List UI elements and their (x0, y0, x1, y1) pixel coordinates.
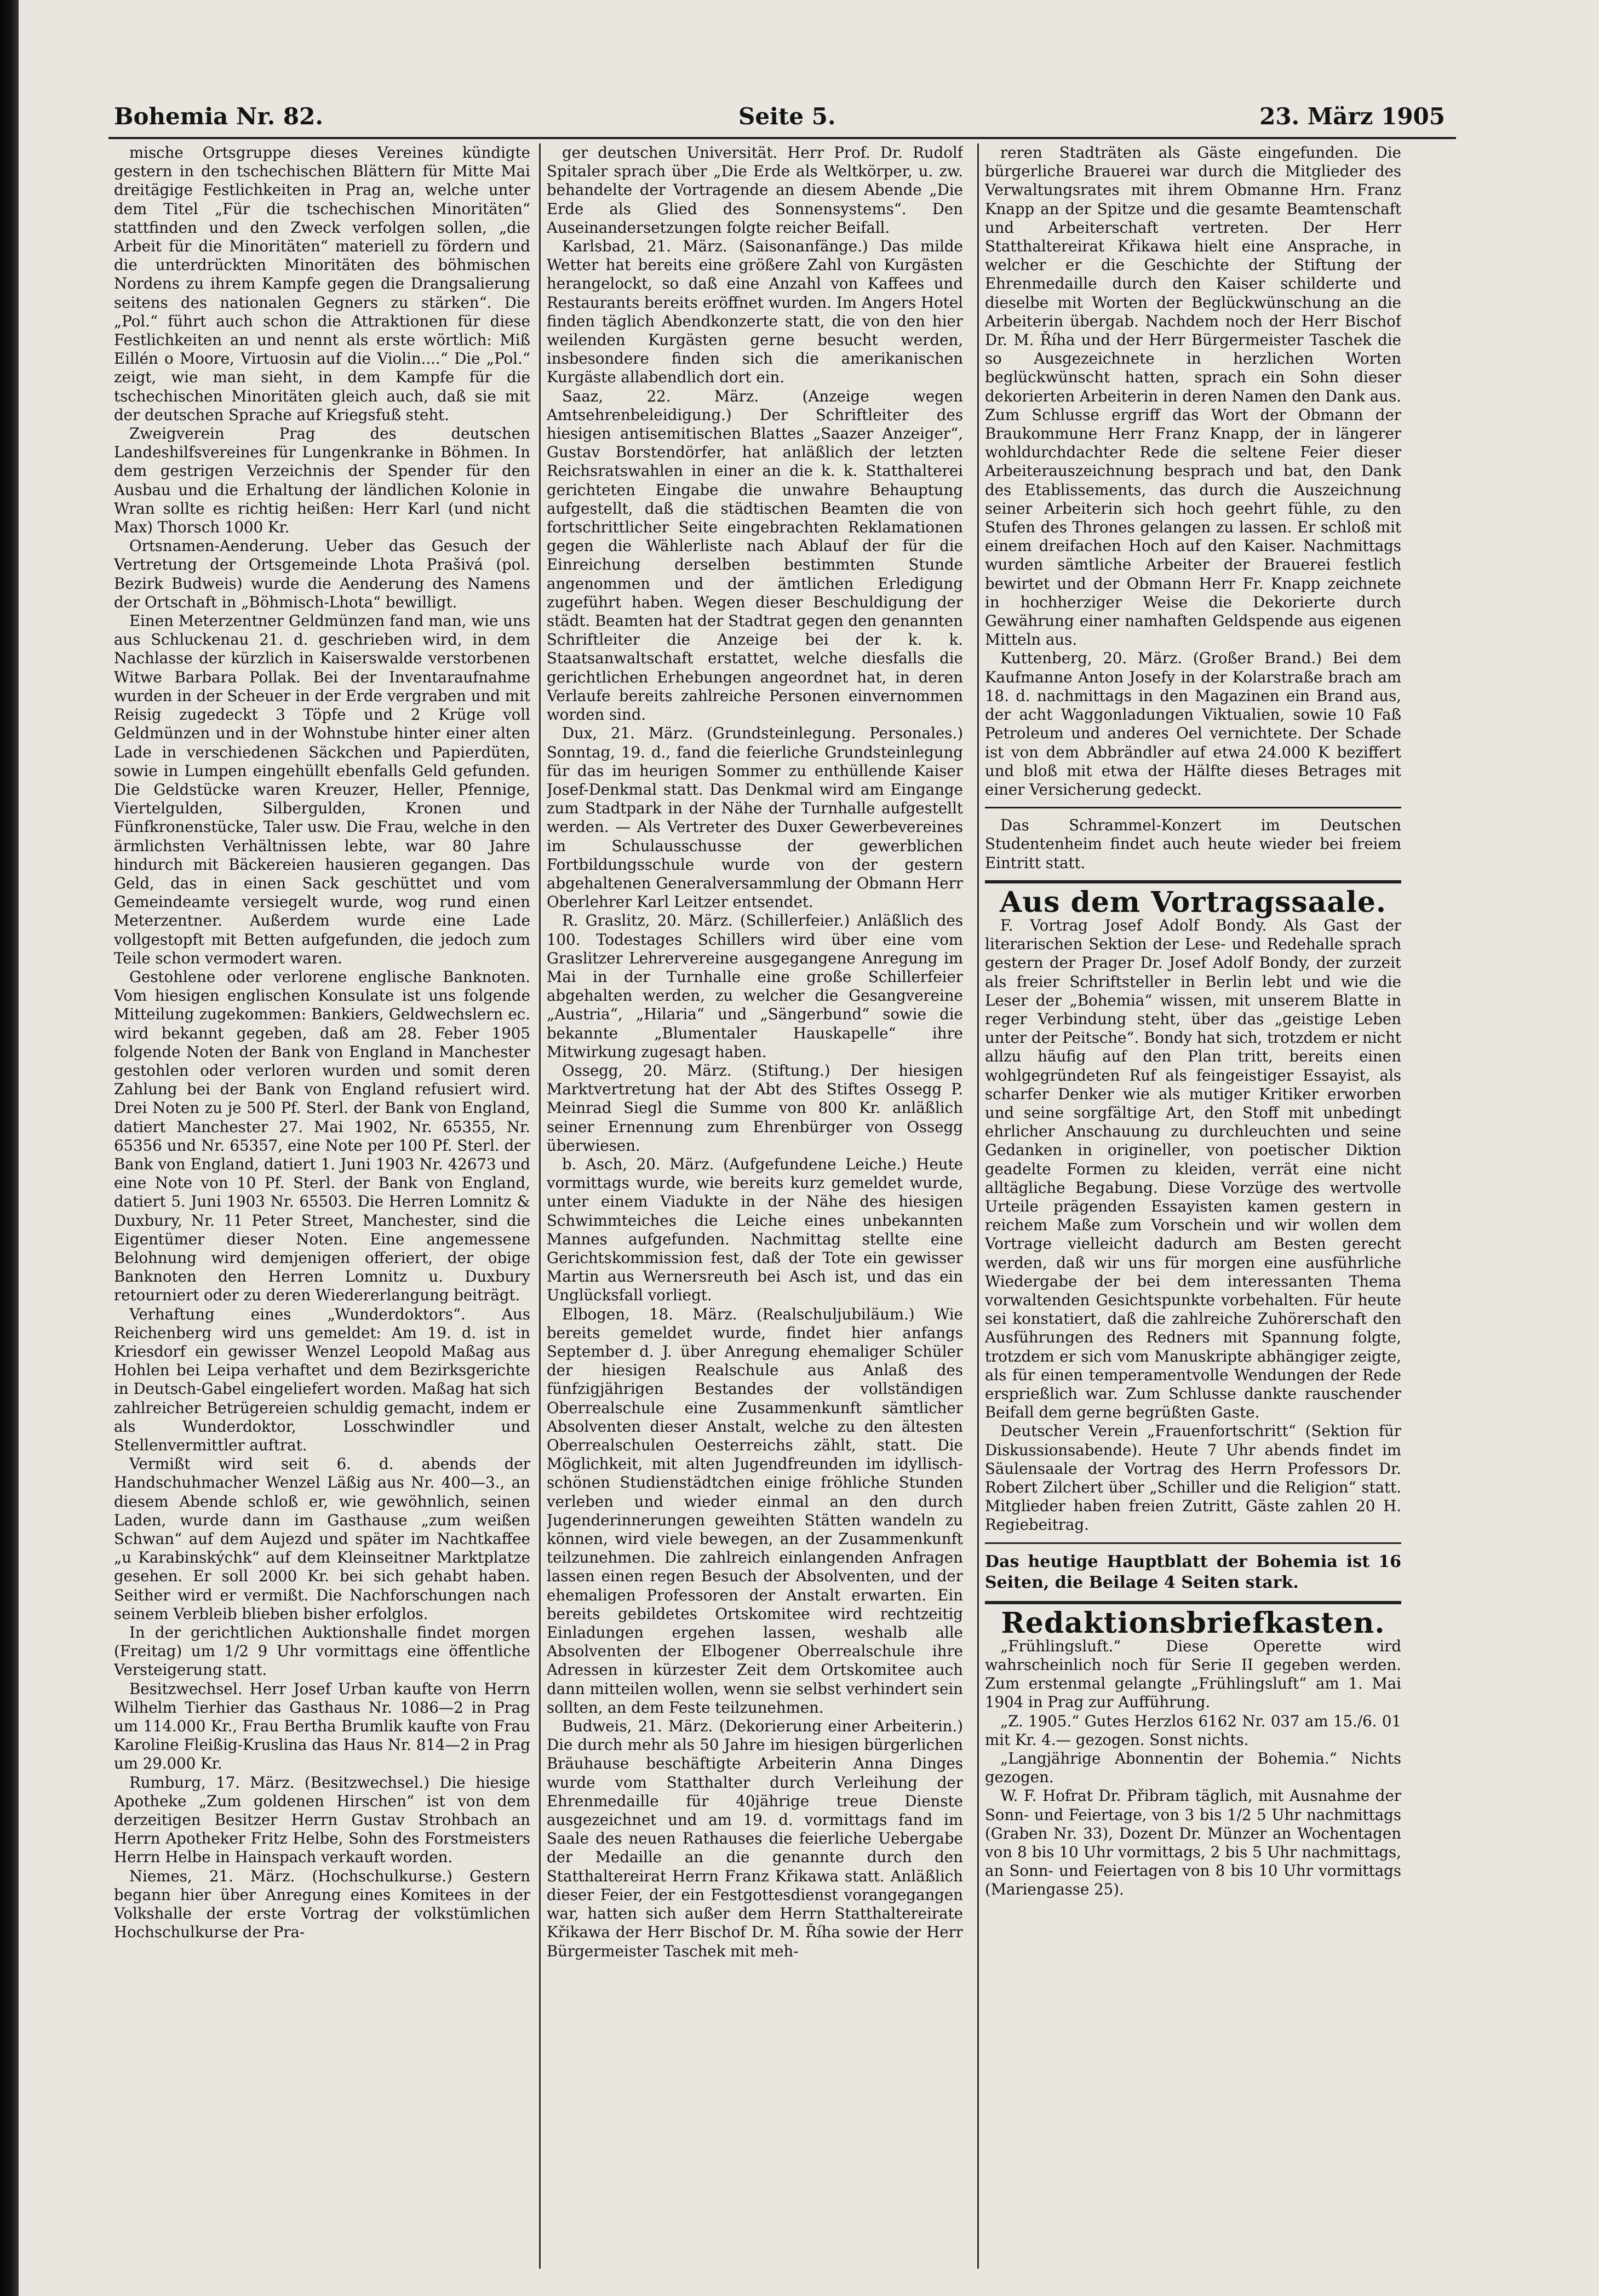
article: Besitzwechsel. Herr Josef Urban kaufte von Herrn Wilhelm Tierhier das Gasthaus Nr. 1086—2 in Prag um 114.000 Kr., Frau Bertha Brumlik kaufte von Frau Karoline Fleißig-Kruslina das Haus Nr. 814—2 in Prag um 29.000 Kr. (114, 1679, 530, 1773)
column-1 (114, 144, 530, 2280)
article: Deutscher Verein „Frauenfortschritt“ (Sektion für Diskussionsabende). Heute 7 Uhr abends findet im Säulensaale der Vortrag des Herrn Professors Dr. Robert Zilchert über „Schiller und die Religion“ statt. Mitglieder haben freien Zutritt, Gäste zahlen 20 H. Regiebeitrag. (985, 1422, 1401, 1534)
article: Gestohlene oder verlorene englische Banknoten. Vom hiesigen englischen Konsulate ist uns folgende Mitteilung zugekommen: Bankiers, Geldwechslern ec. wird bekannt gegeben, daß am 28. Feber 1905 folgende Noten der Bank von England in Manchester gestohlen oder verloren wurden und somit deren Zahlung bei der Bank von England refusiert wird. Drei Noten zu je 500 Pf. Sterl. der Bank von England, datiert Manchester 27. Mai 1902, Nr. 65355, Nr. 65356 und Nr. 65357, eine Note per 100 Pf. Sterl. der Bank von England, datiert 1. Juni 1903 Nr. 42673 und eine Note von 10 Pf. Sterl. der Bank von England, datiert 5. Juni 1903 Nr. 65503. Die Herren Lomnitz & Duxbury, Nr. 11 Peter Street, Manchester, sind die Eigentümer dieser Noten. Eine angemessene Belohnung wird demjenigen offeriert, der obige Banknoten den Herren Lomnitz u. Duxbury retourniert oder zu deren Wiedererlangung beiträgt. (114, 967, 530, 1305)
article: W. F. Hofrat Dr. Přibram täglich, mit Ausnahme der Sonn- und Feiertage, von 3 bis 1/2 5 Uhr nachmittags (Graben Nr. 33), Dozent Dr. Münzer an Wochentagen von 8 bis 10 Uhr vormittags, 2 bis 5 Uhr nachmittags, an Sonn- und Feiertagen von 8 bis 10 Uhr vormittags (Mariengasse 25). (985, 1787, 1401, 1899)
article: Saaz, 22. März. (Anzeige wegen Amtsehrenbeleidigung.) Der Schriftleiter des hiesigen antisemitischen Blattes „Saazer Anzeiger“, Gustav Borstendörfer, hat anläßlich der letzten Reichsratswahlen in einer an die k. k. Statthalterei gerichteten Eingabe die unwahre Behauptung aufgestellt, daß die städtischen Beamten die von fortschrittlicher Seite eingebrachten Reklamationen gegen die Wählerliste nach Ablauf der für die Einreichung derselben bestimmten Stunde angenommen und der ämtlichen Erledigung zugeführt haben. Wegen dieser Beschuldigung der städt. Beamten hat der Stadtrat gegen den genannten Schriftleiter die Anzeige bei der k. k. Staatsanwaltschaft erstattet, welche diesfalls die gerichtlichen Erhebungen angeordnet hat, in deren Verlaufe bereits zahlreiche Personen einvernommen worden sind. (547, 387, 963, 724)
article: F. Vortrag Josef Adolf Bondy. Als Gast der literarischen Sektion der Lese- und Redehalle sprach gestern der Prager Dr. Josef Adolf Bondy, der zurzeit als freier Schriftsteller in Berlin lebt und wie die Leser der „Bohemia“ wissen, mit unserem Blatte in reger Verbindung steht, über das „geistige Leben unter der Peitsche“. Bondy hat sich, trotzdem er nicht allzu häufig auf den Plan tritt, bereits einen wohlgegründeten Ruf als feingeistiger Essayist, als scharfer Denker wie als mutiger Kritiker erworben und seine sorgfältige Art, den Stoff mit unbedingt ehrlicher Anschauung zu durchleuchten und seine Gedanken in origineller, von poetischer Diktion geadelte Formen zu kleiden, verrät eine nicht alltägliche Begabung. Diese Vorzüge des wertvolle Urteile prägenden Essayisten kamen gestern in reichem Maße zum Vorschein und wir wollen dem Vortrage vielleicht dadurch am Besten gerecht werden, daß wir uns für morgen eine ausführliche Wiedergabe der bei dem interessanten Thema vorwaltenden Gesichtspunkte vorbehalten. Für heute sei konstatiert, daß die zahlreiche Zuhörerschaft den Ausführungen des Redners mit Spannung folgte, trotzdem er sich vom Manuskripte abhängiger zeigte, als für einen temperamentvolle Wendungen der Rede ersprießlich war. Zum Schlusse dankte rauschender Beifall dem gerne begrüßten Gaste. (985, 916, 1401, 1422)
page-header (98, 103, 1451, 136)
article: „Frühlingsluft.“ Diese Operette wird wahrscheinlich noch für Serie II gegeben werden. Zum erstenmal gelangte „Frühlingsluft“ am 1. Mai 1904 in Prag zur Aufführung. (985, 1637, 1401, 1712)
column-rule (977, 144, 979, 2269)
article: Zweigverein Prag des deutschen Landeshilfsvereines für Lungenkranke in Böhmen. In dem gestrigen Verzeichnis der Spender für den Ausbau und die Erhaltung der ländlichen Kolonie in Wran sollte es richtig heißen: Herr Karl (und nicht Max) Thorsch 1000 Kr. (114, 424, 530, 537)
header-left: Bohemia Nr. 82. (114, 103, 323, 130)
article: Ossegg, 20. März. (Stiftung.) Der hiesigen Marktvertretung hat der Abt des Stiftes Ossegg P. Meinrad Siegl die Summe von 800 Kr. anläßlich seiner Ernennung zum Ehrenbürger von Ossegg überwiesen. (547, 1061, 963, 1155)
article: In der gerichtlichen Auktionshalle findet morgen (Freitag) um 1/2 9 Uhr vormittags eine öffentliche Versteigerung statt. (114, 1623, 530, 1679)
article: Elbogen, 18. März. (Realschuljubiläum.) Wie bereits gemeldet wurde, findet hier anfangs September d. J. über Anregung ehemaliger Schüler der hiesigen Realschule aus Anlaß des fünfzigjährigen Bestandes der vollständigen Oberrealschule eine Zusammenkunft sämtlicher Absolventen dieser Anstalt, welche zu den ältesten Oberrealschulen Oesterreichs zählt, statt. Die Möglichkeit, mit alten Jugendfreunden im idyllisch-schönen Studienstädtchen einige fröhliche Stunden verleben und wieder einmal an den durch Jugenderinnerungen geweihten Stätten wandeln zu können, wird viele bewegen, an der Zusammenkunft teilzunehmen. Die zahlreich einlangenden Anfragen lassen einen regen Besuch der Absolventen, und der ehemaligen Professoren der Anstalt erwarten. Ein bereits gebildetes Ortskomitee wird rechtzeitig Einladungen ergehen lassen, weshalb alle Absolventen der Elbogener Oberrealschule ihre Adressen in kürzester Zeit dem Ortskomitee auch dann mitteilen wollen, wenn sie selbst verhindert sein sollten, an dem Feste teilzunehmen. (547, 1305, 963, 1717)
article: Karlsbad, 21. März. (Saisonanfänge.) Das milde Wetter hat bereits eine größere Zahl von Kurgästen herangelockt, so daß eine Anzahl von Kaffees und Restaurants bereits eröffnet wurden. Im Angers Hotel finden täglich Abendkonzerte statt, die von den hier weilenden Kurgästen gerne besucht werden, insbesondere finden sich die amerikanischen Kurgäste allabendlich dort ein. (547, 237, 963, 387)
article: Budweis, 21. März. (Dekorierung einer Arbeiterin.) Die durch mehr als 50 Jahre im hiesigen bürgerlichen Bräuhause beschäftigte Arbeiterin Anna Dinges wurde vom Statthalter durch Verleihung der Ehrenmedaille für 40jährige treue Dienste ausgezeichnet und am 19. d. vormittags fand im Saale des neuen Rathauses die feierliche Uebergabe der Medaille an die genannte durch den Statthaltereirat Herrn Franz Křikawa statt. Anläßlich dieser Feier, der ein Festgottesdienst vorangegangen war, hatten sich außer dem Herrn Statthaltereirate Křikawa der Herr Bischof Dr. M. Říha sowie der Herr Bürgermeister Taschek mit meh- (547, 1717, 963, 1960)
section-rule (985, 880, 1401, 883)
article: R. Graslitz, 20. März. (Schillerfeier.) Anläßlich des 100. Todestages Schillers wird über eine vom Graslitzer Lehrervereine ausgegangene Anregung im Mai in der Turnhalle eine große Schillerfeier abgehalten werden, zu welcher die Gesangvereine „Austria“, „Hilaria“ und „Sängerbund“ sowie die bekannte „Blumentaler Hauskapelle“ ihre Mitwirkung zugesagt haben. (547, 911, 963, 1061)
column-rule (539, 144, 541, 2269)
scan-edge (0, 0, 19, 2296)
header-page-number: Seite 5. (738, 103, 836, 130)
article: Ortsnamen-Aenderung. Ueber das Gesuch der Vertretung der Ortsgemeinde Lhota Prašivá (pol. Bezirk Budweis) wurde die Aenderung des Namens der Ortschaft in „Böhmisch-Lhota“ bewilligt. (114, 537, 530, 611)
section-title: Aus dem Vortragssaale. (999, 885, 1387, 919)
article: Dux, 21. März. (Grundsteinlegung. Personales.) Sonntag, 19. d., fand die feierliche Grundsteinlegung für das im heurigen Sommer zu enthüllende Kaiser Josef-Denkmal statt. Das Denkmal wird am Eingange zum Stadtpark in der Nähe der Turnhalle aufgestellt werden. — Als Vertreter des Duxer Gewerbevereines im Schulausschusse der gewerblichen Fortbildungsschule wurde von der gestern abgehaltenen Generalversammlung der Obmann Herr Oberlehrer Karl Leitzer entsendet. (547, 724, 963, 911)
article: b. Asch, 20. März. (Aufgefundene Leiche.) Heute vormittags wurde, wie bereits kurz gemeldet wurde, unter einem Viadukte in der Nähe des hiesigen Schwimmteiches die Leiche eines unbekannten Mannes aufgefunden. Nachmittag stellte eine Gerichtskommission fest, daß der Tote ein gewisser Martin aus Wernersreuth bei Asch ist, und das ein Unglücksfall vorliegt. (547, 1155, 963, 1305)
section-title: Redaktionsbriefkasten. (1001, 1606, 1385, 1640)
article: Niemes, 21. März. (Hochschulkurse.) Gestern begann hier über Anregung eines Komitees in der Volkshalle der erste Vortrag der volkstümlichen Hochschulkurse der Pra- (114, 1867, 530, 1942)
notice: Das heutige Hauptblatt der Bohemia ist 16 Seiten, die Beilage 4 Seiten stark. (985, 1552, 1401, 1592)
article: „Langjährige Abonnentin der Bohemia.“ Nichts gezogen. (985, 1749, 1401, 1787)
article: Rumburg, 17. März. (Besitzwechsel.) Die hiesige Apotheke „Zum goldenen Hirschen“ ist von dem derzeitigen Besitzer Herrn Gustav Strohbach an Herrn Apotheker Fritz Helbe, Sohn des Forstmeisters Herrn Helbe in Hainspach verkauft worden. (114, 1773, 530, 1867)
article: „Z. 1905.“ Gutes Herzlos 6162 Nr. 037 am 15./6. 01 mit Kr. 4.— gezogen. Sonst nichts. (985, 1712, 1401, 1749)
newspaper-page (98, 0, 1451, 2296)
article: reren Stadträten als Gäste eingefunden. Die bürgerliche Brauerei war durch die Mitglieder des Verwaltungsrates mit ihrem Obmanne Hrn. Franz Knapp an der Spitze und die gesamte Beamtenschaft und Arbeiterschaft vertreten. Der Herr Statthaltereirat Křikawa hielt eine Ansprache, in welcher er die Geschichte der Stiftung der Ehrenmedaille durch den Kaiser schilderte und dieselbe mit Worten der Beglückwünschung an die Arbeiterin übergab. Nachdem noch der Herr Bischof Dr. M. Říha und der Herr Bürgermeister Taschek die so Ausgezeichnete in herzlichen Worten beglückwünscht hatten, sprach ein Sohn dieser dekorierten Arbeiterin in deren Namen den Dank aus. Zum Schlusse ergriff das Wort der Obmann der Braukommune Herr Franz Knapp, der in längerer wohldurchdachter Rede die seltene Feier dieser Arbeiterauszeichnung besprach und bat, den Dank des Etablissements, das durch die Auszeichnung seiner Arbeiterin sich hoch geehrt fühle, zu den Stufen des Thrones gelangen zu lassen. Er schloß mit einem dreifachen Hoch auf den Kaiser. Nachmittags wurden sämtliche Arbeiter der Brauerei festlich bewirtet und der Obmann Herr Fr. Knapp zeichnete in hochherziger Weise die Dekorierte durch Gewährung einer namhaften Geldspende aus eigenen Mitteln aus. (985, 144, 1401, 649)
column-2 (547, 144, 963, 2280)
column-3 (985, 144, 1401, 2280)
article: mische Ortsgruppe dieses Vereines kündigte gestern in den tschechischen Blättern für Mitte Mai dreitägige Festlichkeiten in Prag an, welche unter dem Titel „Für die tschechischen Minoritäten“ stattfinden und den Zweck verfolgen sollen, „die Arbeit für die Minoritäten“ materiell zu fördern und die unterdrückten Minoritäten des böhmischen Nordens zu ihrem Kampfe gegen die Drangsalierung seitens des nationalen Gegners zu stärken“. Die „Pol.“ führt auch schon die Attraktionen für diese Festlichkeiten an und nennt als erste wörtlich: Miß Eillén o Moore, Virtuosin auf die Violin....“ Die „Pol.“ zeigt, wie man sieht, in dem Kampfe für die tschechischen Minoritäten gleich auch, daß sie mit der deutschen Sprache auf Kriegsfuß steht. (114, 144, 530, 424)
article: Das Schrammel-Konzert im Deutschen Studentenheim findet auch heute wieder bei freiem Eintritt statt. (985, 816, 1401, 872)
section-rule (985, 1542, 1401, 1544)
article: Vermißt wird seit 6. d. abends der Handschuhmacher Wenzel Läßig aus Nr. 400—3., an diesem Abende schloß er, wie gewöhnlich, seinen Laden, wurde dann im Gasthause „zum weißen Schwan“ auf dem Aujezd und später im Nachtkaffee „u Karabinskýchk“ auf dem Kleinseitner Marktplatze gesehen. Er soll 2000 Kr. bei sich gehabt haben. Seither wird er vermißt. Die Nachforschungen nach seinem Verbleib blieben bisher erfolglos. (114, 1455, 530, 1623)
section-rule (985, 807, 1401, 808)
header-date: 23. März 1905 (1259, 103, 1445, 130)
article: ger deutschen Universität. Herr Prof. Dr. Rudolf Spitaler sprach über „Die Erde als Weltkörper, u. zw. behandelte der Vortragende an diesem Abende „Die Erde als Glied des Sonnensystems“. Den Auseinandersetzungen folgte reicher Beifall. (547, 144, 963, 237)
header-rule (108, 137, 1456, 139)
article: Einen Meterzentner Geldmünzen fand man, wie uns aus Schluckenau 21. d. geschrieben wird, in dem Nachlasse der kürzlich in Kaiserswalde verstorbenen Witwe Barbara Pollak. Bei der Inventaraufnahme wurden in der Scheuer in der Erde vergraben und mit Reisig zugedeckt 3 Töpfe und 2 Krüge voll Geldmünzen und in der Wohnstube hinter einer alten Lade in verschiedenen Säckchen und Papierdüten, sowie in Lumpen eingehüllt ebenfalls Geld gefunden. Die Geldstücke waren Kreuzer, Heller, Pfennige, Viertelgulden, Silbergulden, Kronen und Fünfkronenstücke, Taler usw. Die Frau, welche in den ärmlichsten Verhältnissen lebte, war 80 Jahre hindurch mit Bäckereien hausieren gegangen. Das Geld, das in einen Sack geschüttet und vom Gemeindeamte versiegelt wurde, wog rund einen Meterzentner. Außerdem wurde eine Lade vollgestopft mit Betten aufgefunden, die jedoch zum Teile schon vermodert waren. (114, 612, 530, 967)
article: Verhaftung eines „Wunderdoktors“. Aus Reichenberg wird uns gemeldet: Am 19. d. ist in Kriesdorf ein gewisser Wenzel Leopold Maßag aus Hohlen bei Leipa verhaftet und dem Bezirksgerichte in Deutsch-Gabel eingeliefert worden. Maßag hat sich zahlreicher Betrügereien schuldig gemacht, indem er als Wunderdoktor, Losschwindler und Stellenvermittler auftrat. (114, 1305, 530, 1455)
article: Kuttenberg, 20. März. (Großer Brand.) Bei dem Kaufmanne Anton Josefy in der Kolarstraße brach am 18. d. nachmittags in den Magazinen ein Brand aus, der acht Waggonladungen Viktualien, sowie 10 Faß Petroleum und anderes Oel vernichtete. Der Schade ist von dem Abbrändler auf etwa 24.000 K beziffert und bloß mit etwa der Hälfte dieses Betrages mit einer Versicherung gedeckt. (985, 649, 1401, 799)
section-rule (985, 1601, 1401, 1604)
